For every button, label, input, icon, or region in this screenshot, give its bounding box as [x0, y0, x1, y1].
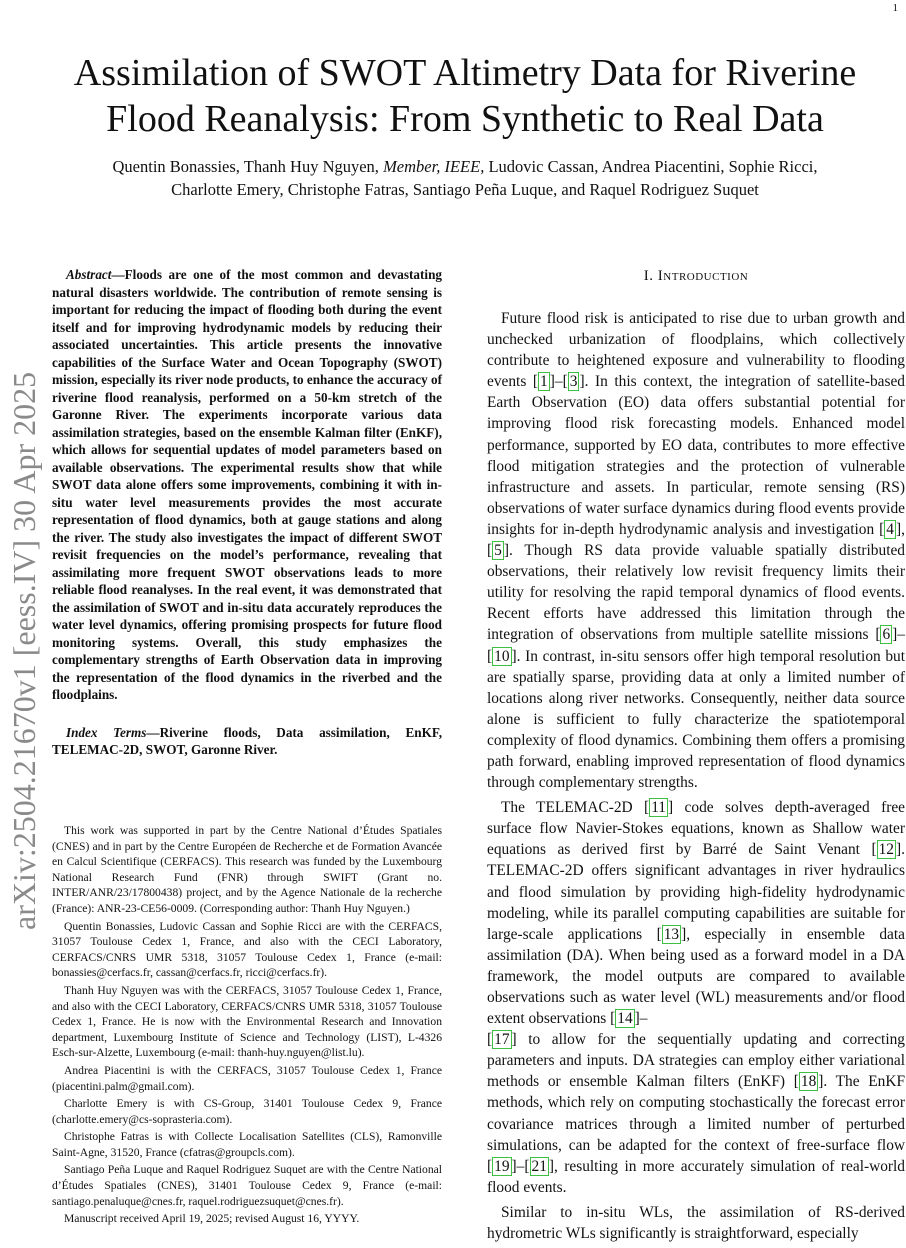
right-column	[487, 266, 905, 1248]
intro-paragraph-3	[487, 1202, 905, 1244]
intro-paragraph-2: The TELEMAC-2D [ 11 ] code solves depth-averaged free surface flow Navier-Stokes equations, known as Shallow water equations as derived first by Barré de Saint Venant [ 12 ]. TELEMAC-2D offers significant advantages in river hydraulics and flood simulation by providing high-fidelity hydrodynamic modeling, while its parallel computing capabilities are suitable for large-scale applications [ 13 ], especially in ensemble data assimilation (DA). When being used as a forward model in a DA framework, the model outputs are compared to available observations such as water level (WL) measurements and/or flood extent observations [ 14 ]– [ 17 ] to allow for the sequentially updating and correcting parameters and inputs. DA strategies can employ either variational methods or ensemble Kalman filters (EnKF) [ 18 ]. The EnKF methods, which rely on computing stochastically the forecast error covariance matrices through a limited number of perturbed simulations, can be adapted for the context of free-surface flow [ 19 ]–[ 21 ], resulting in more accurately simulation of real-world flood events.	[487, 799, 906, 1196]
text-run: –	[554, 373, 563, 391]
citation-link[interactable]: 10	[494, 647, 510, 665]
arxiv-stamp-text: arXiv:2504.21670v1 [eess.IV] 30 Apr 2025	[6, 371, 42, 930]
section-heading	[487, 266, 905, 286]
footnote: Thanh Huy Nguyen was with the CERFACS, 31057 Toulouse Cedex 1, France, and also with the CECI Laboratory, CERFACS/CNRS UMR 5318, 31057 Toulouse Cedex 1, France. He is now with the Environmental Research and Innovation department, Luxembourg Institute of Science and Technology (LIST), L-4326 Esch-sur-Alzette, Luxembourg (e-mail: thanh-huy.nguyen@list.lu).	[52, 983, 442, 1060]
abstract	[52, 266, 442, 704]
text-run: –	[639, 1010, 648, 1028]
index-terms	[52, 724, 442, 759]
text-run: . TELEMAC-2D offers significant advantages in river hydraulics and flood simulation by providing high-fidelity hydrodynamic modeling, while its parallel computing capabilities are suitable for large-scale applications	[487, 841, 905, 943]
text-run: –	[897, 626, 905, 644]
citation-link[interactable]: 5	[494, 542, 502, 560]
citation-link[interactable]: 19	[494, 1157, 510, 1175]
text-run: , especially in ensemble data assimilation (DA). When being used as a forward model in a DA framework, the model outputs are compared to available observations such as water level (WL) measurements and/or flood extent observations	[487, 925, 905, 1028]
text-run: Future flood risk is anticipated to rise due to urban growth and unchecked urbanization of floodplains, which collectively contribute to heightened exposure and vulnerability to flooding events	[487, 310, 905, 391]
text-run: to allow for the sequentially updating and correcting parameters and inputs. DA strategies can employ either variational methods or ensemble Kalman filters (EnKF)	[487, 1031, 905, 1091]
citation-link[interactable]: 11	[651, 799, 667, 817]
footnotes	[52, 823, 442, 1229]
left-column	[52, 266, 442, 759]
text-run: code solves depth-averaged free surface flow Navier-Stokes equations, known as Shallow water equations as derived first by Barré de Saint Venant	[487, 799, 906, 859]
index-terms-lead: Index Terms	[66, 724, 147, 740]
footnote: This work was supported in part by the Centre National d’Études Spatiales (CNES) and in part by the Centre Européen de Recherche et de Formation Avancée en Calcul Scientifique (CERFACS). This research was funded by the Luxembourg National Research Fund (FNR) through SWIFT (Grant no. INTER/ANR/23/17800438) project, and by the Agence Nationale de la recherche (France): ANR-23-CE56-0009. (Corresponding author: Thanh Huy Nguyen.)	[52, 824, 442, 915]
text-run: –	[516, 1157, 525, 1175]
citation-link[interactable]: 13	[663, 925, 680, 943]
text-run: . In this context, the integration of satellite-based Earth Observation (EO) data offers substantial potential for improving flood risk forecasting models. Enhanced model performance, supported by EO data, contributes to more effective flood mitigation strategies and the protection of vulnerable infrastructure and assets. In particular, remote sensing (RS) observations of water surface dynamics during flood events provide insights for in-depth hydrodynamic analysis and investigation	[487, 373, 906, 538]
text-run: Similar to in-situ WLs, the assimilation of RS-derived hydrometric WLs significantly is straightforward, especially	[487, 1203, 905, 1243]
text-run: The TELEMAC-2D	[501, 799, 645, 817]
citation-link[interactable]: 1	[540, 373, 548, 391]
authors-line2: Charlotte Emery, Christophe Fatras, Santiago Peña Luque, and Raquel Rodriguez Suquet	[171, 180, 759, 199]
citation-link[interactable]: 14	[617, 1010, 633, 1028]
citation-link[interactable]: 17	[494, 1031, 510, 1049]
citation-link[interactable]: 21	[531, 1157, 547, 1175]
citation-link[interactable]: 18	[800, 1073, 817, 1091]
footnote: Manuscript received April 19, 2025; revised August 16, YYYY.	[64, 1212, 360, 1226]
footnote: Andrea Piacentini is with the CERFACS, 31057 Toulouse Cedex 1, France (piacentini.palm@gmail.com).	[52, 1063, 442, 1093]
authors-line1-post: Ludovic Cassan, Andrea Piacentini, Sophie Ricci,	[484, 157, 818, 176]
citation-link[interactable]: 3	[569, 373, 578, 391]
citation-link[interactable]: 6	[882, 626, 891, 644]
text-run: . Though RS data provide valuable spatially distributed observations, their relatively low revisit frequency limits their utility for resolving the rapid temporal dynamics of flood events. Recent efforts have addressed this limitation through the integration of observations from multiple satellite missions	[487, 542, 905, 644]
abstract-text: —Floods are one of the most common and devastating natural disasters worldwide. The contribution of remote sensing is important for reducing the impact of flooding both during the event itself and for improving hydrodynamic models by reducing their associated uncertainties. This article presents the innovative capabilities of the Surface Water and Ocean Topography (SWOT) mission, especially its river node products, to enhance the accuracy of riverine flood reanalysis, performed on a 50-km stretch of the Garonne River. The experiments incorporate various data assimilation strategies, based on the ensemble Kalman filter (EnKF), which allows for sequential updates of model parameters based on available observations. The experimental results show that while SWOT data alone offers some improvements, combining it with in-situ water level measurements provides the most accurate representation of flood dynamics, both at gauge stations and along the river. The study also investigates the impact of different SWOT revisit frequencies on the model’s performance, revealing that assimilating more frequent SWOT observations leads to more reliable flood reanalyses. In the real event, it was demonstrated that the assimilation of SWOT and in-situ data accurately reproduces the water level dynamics, offering promising prospects for future flood monitoring systems. Overall, this study emphasizes the complementary strengths of Earth Observation data in improving the representation of the flood dynamics in the riverbed and the floodplains.	[52, 267, 442, 702]
citation-link[interactable]: 12	[878, 841, 894, 859]
footnote: Christophe Fatras is with Collecte Localisation Satellites (CLS), Ramonville Saint-Agne, 31520, France (cfatras@groupcls.com).	[52, 1130, 442, 1159]
abstract-lead: Abstract	[66, 267, 112, 282]
authors-line1-pre: Quentin Bonassies, Thanh Huy Nguyen,	[112, 157, 384, 176]
text-run: . The EnKF methods, which rely on computing stochastically the forecast error covariance matrices through a limited number of perturbed simulations, can be adapted for the context of free-surface flow	[487, 1073, 906, 1154]
ieee-membership: Member, IEEE,	[383, 157, 485, 176]
text-run: ,	[901, 520, 905, 538]
section-title: Introduction	[657, 268, 749, 284]
intro-paragraph-1: Future flood risk is anticipated to rise due to urban growth and unchecked urbanization of floodplains, which collectively contribute to heightened exposure and vulnerability to flooding events [ 1 ]–[ 3 ]. In this context, the integration of satellite-based Earth Observation (EO) data offers substantial potential for improving flood risk forecasting models. Enhanced model performance, supported by EO data, contributes to more effective flood mitigation strategies and the protection of vulnerable infrastructure and assets. In particular, remote sensing (RS) observations of water surface dynamics during flood events provide insights for in-depth hydrodynamic analysis and investigation [ 4 ], [ 5 ]. Though RS data provide valuable spatially distributed observations, their relatively low revisit frequency limits their utility for resolving the rapid temporal dynamics of flood events. Recent efforts have addressed this limitation through the integration of observations from multiple satellite missions [ 6 ]–[ 10 ]. In contrast, in-situ sensors offer high temporal resolution but are spatially sparse, providing data at only a limited number of locations along river networks. Consequently, neither data source alone is sufficient to fully characterize the spatiotemporal complexity of flood dynamics. Combining them offers a promising path forward, enabling improved representation of flood dynamics through complementary strengths.	[487, 310, 906, 792]
footnote: Santiago Peña Luque and Raquel Rodriguez Suquet are with the Centre National d’Études Spatiales (CNES), 31401 Toulouse Cedex 9, France (e-mail: santiago.penaluque@cnes.fr, raquel.rodriguezsuquet@cnes.fr).	[52, 1163, 442, 1208]
index-terms-text: —Riverine floods, Data assimilation, EnKF, TELEMAC-2D, SWOT, Garonne River.	[52, 724, 442, 757]
footnote: Charlotte Emery is with CS-Group, 31401 Toulouse Cedex 9, France (charlotte.emery@cs-soprasteria.com).	[52, 1097, 442, 1126]
section-number: I.	[643, 268, 658, 284]
citation-link[interactable]: 4	[886, 520, 894, 538]
text-run: , resulting in more accurately simulation of real-world flood events.	[487, 1157, 905, 1196]
footnote: Quentin Bonassies, Ludovic Cassan and Sophie Ricci are with the CERFACS, 31057 Toulouse Cedex 1, France, and also with the CECI Laboratory, CERFACS/CNRS UMR 5318, 31057 Toulouse Cedex 1, France (e-mail: bonassies@cerfacs.fr, cassan@cerfacs.fr, ricci@cerfacs.fr).	[52, 919, 442, 980]
paper-title: Assimilation of SWOT Altimetry Data for Riverine Flood Reanalysis: From Synthetic to Real Data	[73, 52, 857, 140]
text-run: . In contrast, in-situ sensors offer high temporal resolution but are spatially sparse, providing data at only a limited number of locations along river networks. Consequently, neither data source alone is sufficient to fully characterize the spatiotemporal complexity of flood dynamics. Combining them offers a promising path forward, enabling improved representation of flood dynamics through complementary strengths.	[487, 647, 905, 792]
arxiv-stamp	[6, 371, 46, 970]
page-number: 1	[892, 2, 898, 14]
author-list	[80, 155, 850, 201]
